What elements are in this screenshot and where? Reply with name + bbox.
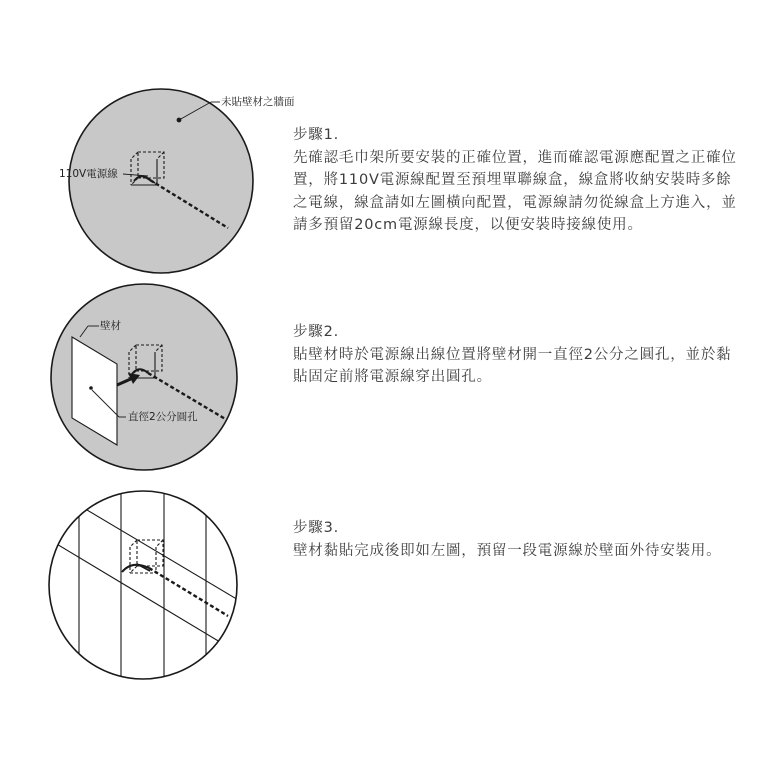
step1-body: 先確認毛巾架所要安裝的正確位置，進而確認電源應配置之正確位置，將110V電源線配置至預埋單聯線盒，線盒將收納安裝時多餘之電線，線盒請如左圖橫向配置，電源線請勿從線盒上方進入，並請多預留20cm電源線長度，以便安裝時接線使用。: [293, 149, 737, 233]
wall-circle-1: [69, 89, 253, 273]
callout-unfinished-wall: 未貼壁材之牆面: [221, 96, 295, 108]
callout-wall-panel: 壁材: [100, 320, 121, 332]
wall-circle-3: [49, 491, 237, 679]
step1-title: 步驟1.: [293, 127, 340, 143]
callout-hole-2cm: 直徑2公分圓孔: [128, 411, 198, 423]
step2-text: [293, 321, 739, 389]
step3-title: 步驟3.: [293, 520, 340, 536]
step3-body: 壁材黏貼完成後即如左圖，預留一段電源線於壁面外待安裝用。: [293, 542, 722, 559]
step2-diagram: [51, 284, 237, 470]
step3-text: [293, 517, 739, 562]
step2-title: 步驟2.: [293, 324, 340, 340]
step2-body: 貼壁材時於電源線出線位置將壁材開一直徑2公分之圓孔，並於黏貼固定前將電源線穿出圓孔。: [293, 346, 732, 385]
panel-hole: [89, 386, 93, 390]
step1-text: [293, 124, 739, 237]
callout-110v-cable: 110V電源線: [59, 168, 118, 180]
step3-diagram: [40, 480, 250, 690]
step1-diagram: [69, 89, 253, 273]
